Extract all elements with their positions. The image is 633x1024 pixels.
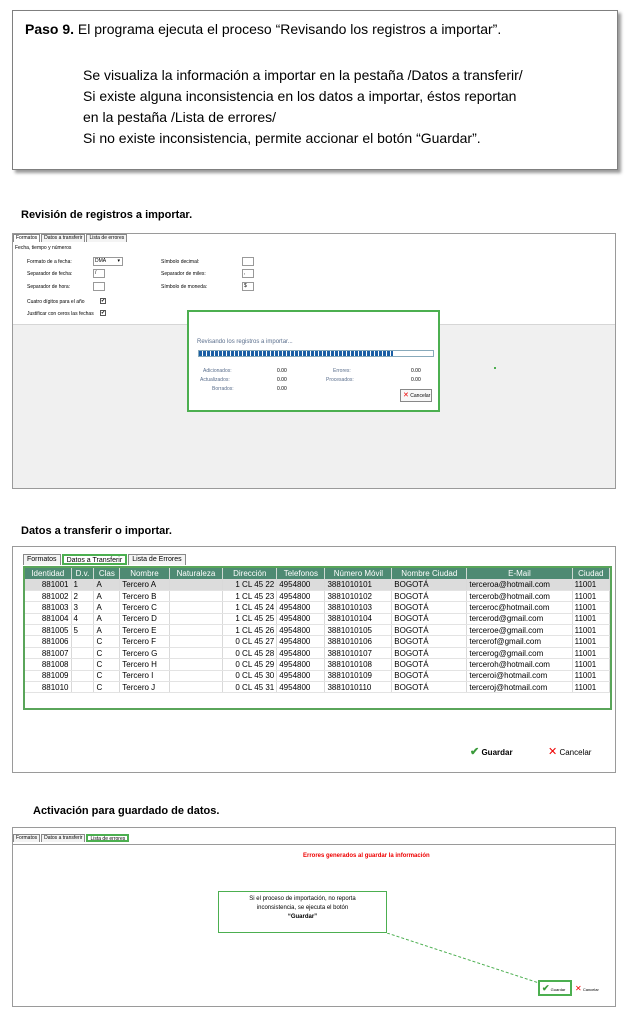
table-cell bbox=[169, 647, 223, 658]
table-cell: 1 CL 45 22 bbox=[223, 579, 277, 590]
table-cell: 4954800 bbox=[277, 682, 325, 693]
cancel-button[interactable] bbox=[400, 389, 432, 402]
column-header[interactable]: Telefonos bbox=[277, 568, 325, 579]
table-cell: 0 CL 45 27 bbox=[223, 636, 277, 647]
table-row[interactable] bbox=[25, 670, 610, 681]
table-cell: BOGOTÁ bbox=[392, 670, 467, 681]
table-cell: 4954800 bbox=[277, 602, 325, 613]
table-cell: 3881010106 bbox=[325, 636, 392, 647]
table-cell: 1 CL 45 23 bbox=[223, 590, 277, 601]
table-cell: 11001 bbox=[572, 636, 609, 647]
table-cell: Tercero E bbox=[120, 625, 169, 636]
date-separator-label: Separador de fecha: bbox=[27, 271, 73, 277]
table-cell: 881004 bbox=[25, 613, 71, 624]
step-text: El programa ejecuta el proceso “Revisando los registros a importar”. bbox=[77, 21, 502, 37]
table-cell: BOGOTÁ bbox=[392, 647, 467, 658]
zero-pad-label: Justificar con ceros las fechas bbox=[27, 311, 94, 317]
cancel-label: Cancelar bbox=[410, 393, 431, 399]
table-row[interactable] bbox=[25, 602, 610, 613]
thousands-separator-label: Separador de miles: bbox=[161, 271, 206, 277]
save-label: Guardar bbox=[481, 748, 513, 757]
step-line: en la pestaña /Lista de errores/ bbox=[83, 109, 277, 125]
date-format-select[interactable] bbox=[93, 257, 123, 266]
table-cell: 5 bbox=[71, 625, 94, 636]
table-cell: C bbox=[94, 636, 120, 647]
column-header[interactable]: Identidad bbox=[25, 568, 71, 579]
zero-pad-checkbox[interactable]: ✔ bbox=[101, 310, 106, 316]
column-header[interactable]: Ciudad bbox=[572, 568, 609, 579]
currency-symbol-input[interactable]: $ bbox=[242, 282, 254, 291]
table-cell: 4954800 bbox=[277, 659, 325, 670]
table-cell: terceroh@hotmail.com bbox=[467, 659, 572, 670]
table-cell: 1 bbox=[71, 579, 94, 590]
table-cell: Tercero C bbox=[120, 602, 169, 613]
check-icon: ✔ bbox=[470, 746, 480, 758]
table-cell bbox=[71, 670, 94, 681]
table-row[interactable] bbox=[25, 625, 610, 636]
step-line: Si existe alguna inconsistencia en los datos a importar, éstos reportan bbox=[83, 88, 517, 104]
decimal-symbol-input[interactable] bbox=[242, 257, 254, 266]
section-title-review: Revisión de registros a importar. bbox=[21, 209, 193, 221]
table-cell: 3881010101 bbox=[325, 579, 392, 590]
table-row[interactable] bbox=[25, 613, 610, 624]
data-table bbox=[25, 568, 610, 693]
cancel-button[interactable] bbox=[548, 745, 591, 758]
table-cell: 11001 bbox=[572, 602, 609, 613]
tab-formats[interactable]: Formatos bbox=[13, 834, 40, 842]
table-cell: 0 CL 45 30 bbox=[223, 670, 277, 681]
step-line: Si no existe inconsistencia, permite accionar el botón “Guardar”. bbox=[83, 130, 481, 146]
cancel-button[interactable] bbox=[575, 984, 599, 993]
table-cell: Tercero B bbox=[120, 590, 169, 601]
table-cell: 4954800 bbox=[277, 636, 325, 647]
table-cell: 881006 bbox=[25, 636, 71, 647]
date-format-value: DMA bbox=[95, 258, 107, 264]
check-icon: ✔ bbox=[542, 983, 550, 993]
table-cell: C bbox=[94, 659, 120, 670]
table-row[interactable] bbox=[25, 636, 610, 647]
table-cell: C bbox=[94, 670, 120, 681]
table-cell: 4954800 bbox=[277, 647, 325, 658]
table-cell: 4954800 bbox=[277, 590, 325, 601]
table-cell: tercerob@hotmail.com bbox=[467, 590, 572, 601]
save-label: Guardar bbox=[550, 987, 566, 992]
year-digits-label: Cuatro dígitos para el año bbox=[27, 299, 85, 305]
table-row[interactable] bbox=[25, 579, 610, 590]
tab-formats[interactable]: Formatos bbox=[13, 234, 40, 242]
table-cell: BOGOTÁ bbox=[392, 636, 467, 647]
group-title: Fecha, tiempo y números bbox=[15, 245, 72, 251]
cross-icon: ✕ bbox=[403, 392, 409, 399]
table-cell: 3881010109 bbox=[325, 670, 392, 681]
status-dot bbox=[494, 367, 496, 369]
time-separator-input[interactable] bbox=[93, 282, 105, 291]
table-cell: BOGOTÁ bbox=[392, 625, 467, 636]
date-separator-input[interactable]: / bbox=[93, 269, 105, 278]
date-format-label: Formato de a fecha: bbox=[27, 259, 72, 265]
table-cell: 4954800 bbox=[277, 579, 325, 590]
year-digits-checkbox[interactable]: ✔ bbox=[101, 298, 106, 304]
tab-bar bbox=[23, 554, 187, 565]
table-cell: 1 CL 45 26 bbox=[223, 625, 277, 636]
save-button[interactable] bbox=[470, 745, 513, 758]
callout-line: inconsistencia, se ejecuta el botón bbox=[256, 905, 349, 911]
updated-label: Actualizados: bbox=[200, 377, 230, 383]
table-cell: tercerog@gmail.com bbox=[467, 647, 572, 658]
tab-transfer-data[interactable]: Datos a transferir bbox=[41, 834, 85, 842]
table-cell: 3881010105 bbox=[325, 625, 392, 636]
table-cell: terceroj@hotmail.com bbox=[467, 682, 572, 693]
table-cell bbox=[71, 647, 94, 658]
table-cell: 11001 bbox=[572, 682, 609, 693]
updated-value: 0.00 bbox=[277, 377, 287, 383]
table-cell: 11001 bbox=[572, 590, 609, 601]
table-cell: 881010 bbox=[25, 682, 71, 693]
table-cell: 11001 bbox=[572, 579, 609, 590]
table-cell bbox=[169, 602, 223, 613]
tab-error-list[interactable]: Lista de errores bbox=[86, 834, 129, 842]
callout-note bbox=[218, 891, 387, 933]
table-cell: 11001 bbox=[572, 613, 609, 624]
table-cell bbox=[71, 682, 94, 693]
thousands-separator-input[interactable]: , bbox=[242, 269, 254, 278]
table-cell bbox=[169, 579, 223, 590]
column-header[interactable]: Nombre Ciudad bbox=[392, 568, 467, 579]
callout-button-name: “Guardar” bbox=[287, 914, 318, 920]
errors-title: Errores generados al guardar la información bbox=[303, 853, 430, 859]
table-cell: Tercero D bbox=[120, 613, 169, 624]
table-cell: BOGOTÁ bbox=[392, 590, 467, 601]
table-cell: tercerof@gmail.com bbox=[467, 636, 572, 647]
table-row[interactable] bbox=[25, 647, 610, 658]
table-body bbox=[25, 579, 610, 693]
section-title-activation: Activación para guardado de datos. bbox=[33, 805, 220, 817]
deleted-label: Borrados: bbox=[212, 386, 234, 392]
errors-label: Errores: bbox=[333, 368, 351, 374]
table-cell: Tercero A bbox=[120, 579, 169, 590]
table-row[interactable] bbox=[25, 682, 610, 693]
deleted-value: 0.00 bbox=[277, 386, 287, 392]
table-cell: 881003 bbox=[25, 602, 71, 613]
table-cell: 4954800 bbox=[277, 613, 325, 624]
table-cell: A bbox=[94, 579, 120, 590]
table-cell: A bbox=[94, 590, 120, 601]
table-cell: 3881010110 bbox=[325, 682, 392, 693]
table-cell: terceroi@hotmail.com bbox=[467, 670, 572, 681]
callout-line: Si el proceso de importación, no reporta bbox=[249, 896, 356, 902]
table-cell: 881002 bbox=[25, 590, 71, 601]
table-cell: BOGOTÁ bbox=[392, 613, 467, 624]
table-cell: 4 bbox=[71, 613, 94, 624]
table-cell: 3881010104 bbox=[325, 613, 392, 624]
table-cell: 881001 bbox=[25, 579, 71, 590]
tab-error-list[interactable]: Lista de Errores bbox=[128, 554, 185, 565]
progress-bar bbox=[198, 350, 434, 357]
tab-error-list[interactable]: Lista de errores bbox=[86, 234, 127, 242]
table-cell: Tercero J bbox=[120, 682, 169, 693]
table-cell: 4954800 bbox=[277, 670, 325, 681]
step-label: Paso 9. bbox=[25, 21, 75, 37]
table-cell: 3881010102 bbox=[325, 590, 392, 601]
table-cell: BOGOTÁ bbox=[392, 602, 467, 613]
table-cell: 881007 bbox=[25, 647, 71, 658]
table-cell: 0 CL 45 29 bbox=[223, 659, 277, 670]
table-cell: 881005 bbox=[25, 625, 71, 636]
table-cell: 1 CL 45 24 bbox=[223, 602, 277, 613]
table-cell: Tercero G bbox=[120, 647, 169, 658]
table-cell: 11001 bbox=[572, 625, 609, 636]
table-cell: C bbox=[94, 647, 120, 658]
table-cell: 881009 bbox=[25, 670, 71, 681]
table-cell: 11001 bbox=[572, 659, 609, 670]
table-header-row bbox=[25, 568, 610, 579]
table-cell: Tercero I bbox=[120, 670, 169, 681]
processed-label: Procesados: bbox=[326, 377, 354, 383]
table-cell bbox=[71, 636, 94, 647]
table-cell: Tercero F bbox=[120, 636, 169, 647]
table-cell: 2 bbox=[71, 590, 94, 601]
cross-icon: ✕ bbox=[548, 746, 558, 758]
table-cell: A bbox=[94, 602, 120, 613]
table-cell: terceroc@hotmail.com bbox=[467, 602, 572, 613]
column-header[interactable]: Dirección bbox=[223, 568, 277, 579]
tab-formats[interactable]: Formatos bbox=[23, 554, 61, 565]
table-cell bbox=[169, 682, 223, 693]
table-cell bbox=[169, 625, 223, 636]
tab-bar bbox=[13, 834, 130, 842]
table-cell: 0 CL 45 28 bbox=[223, 647, 277, 658]
step-lines bbox=[83, 65, 523, 149]
table-cell: 1 CL 45 25 bbox=[223, 613, 277, 624]
table-cell: BOGOTÁ bbox=[392, 659, 467, 670]
column-header[interactable]: E-Mail bbox=[467, 568, 572, 579]
save-button[interactable] bbox=[538, 980, 572, 996]
table-cell: terceroa@hotmail.com bbox=[467, 579, 572, 590]
column-header[interactable]: Nombre bbox=[120, 568, 169, 579]
table-cell: terceroe@gmail.com bbox=[467, 625, 572, 636]
table-cell: Tercero H bbox=[120, 659, 169, 670]
table-cell: A bbox=[94, 625, 120, 636]
table-row[interactable] bbox=[25, 659, 610, 670]
section-title-transfer: Datos a transferir o importar. bbox=[21, 525, 172, 537]
step-instructions-box bbox=[12, 10, 618, 170]
step-heading bbox=[25, 21, 501, 37]
table-cell: C bbox=[94, 682, 120, 693]
table-cell bbox=[71, 659, 94, 670]
cancel-label: Cancelar bbox=[559, 748, 592, 757]
cancel-label: Cancelar bbox=[582, 987, 599, 992]
table-cell: 3881010108 bbox=[325, 659, 392, 670]
table-cell: BOGOTÁ bbox=[392, 579, 467, 590]
table-cell: 11001 bbox=[572, 647, 609, 658]
callout-connector bbox=[387, 933, 547, 988]
table-cell bbox=[169, 613, 223, 624]
table-cell bbox=[169, 659, 223, 670]
table-cell: A bbox=[94, 613, 120, 624]
tab-bar bbox=[13, 234, 128, 244]
table-row[interactable] bbox=[25, 590, 610, 601]
processed-value: 0.00 bbox=[411, 377, 421, 383]
errors-value: 0.00 bbox=[411, 368, 421, 374]
table-cell: BOGOTÁ bbox=[392, 682, 467, 693]
tab-transfer-data[interactable]: Datos a transferir bbox=[41, 234, 85, 242]
table-cell bbox=[169, 590, 223, 601]
decimal-symbol-label: Símbolo decimal: bbox=[161, 259, 200, 265]
table-cell: 3 bbox=[71, 602, 94, 613]
table-cell: 11001 bbox=[572, 670, 609, 681]
cross-icon: ✕ bbox=[575, 984, 582, 993]
table-cell: 3881010103 bbox=[325, 602, 392, 613]
column-header[interactable]: D.v. bbox=[71, 568, 94, 579]
currency-symbol-label: Símbolo de moneda: bbox=[161, 284, 208, 290]
table-cell: 3881010107 bbox=[325, 647, 392, 658]
step-line: Se visualiza la información a importar en la pestaña /Datos a transferir/ bbox=[83, 67, 523, 83]
added-value: 0.00 bbox=[277, 368, 287, 374]
table-cell bbox=[169, 636, 223, 647]
chevron-down-icon: ▾ bbox=[117, 258, 120, 264]
progress-bar-fill bbox=[199, 351, 393, 356]
tab-transfer-data[interactable]: Datos a Transferir bbox=[62, 554, 128, 565]
table-cell: 4954800 bbox=[277, 625, 325, 636]
column-header[interactable]: Naturaleza bbox=[169, 568, 223, 579]
added-label: Adicionados: bbox=[203, 368, 232, 374]
column-header[interactable]: Clas bbox=[94, 568, 120, 579]
progress-title: Revisando los registros a importar... bbox=[197, 339, 293, 345]
time-separator-label: Separador de hora: bbox=[27, 284, 71, 290]
table-cell: tercerod@gmail.com bbox=[467, 613, 572, 624]
table-cell: 881008 bbox=[25, 659, 71, 670]
import-window-grid bbox=[12, 546, 616, 773]
tab-divider bbox=[13, 844, 615, 845]
table-cell: 0 CL 45 31 bbox=[223, 682, 277, 693]
transfer-data-grid bbox=[23, 566, 612, 710]
column-header[interactable]: Número Móvil bbox=[325, 568, 392, 579]
table-cell bbox=[169, 670, 223, 681]
